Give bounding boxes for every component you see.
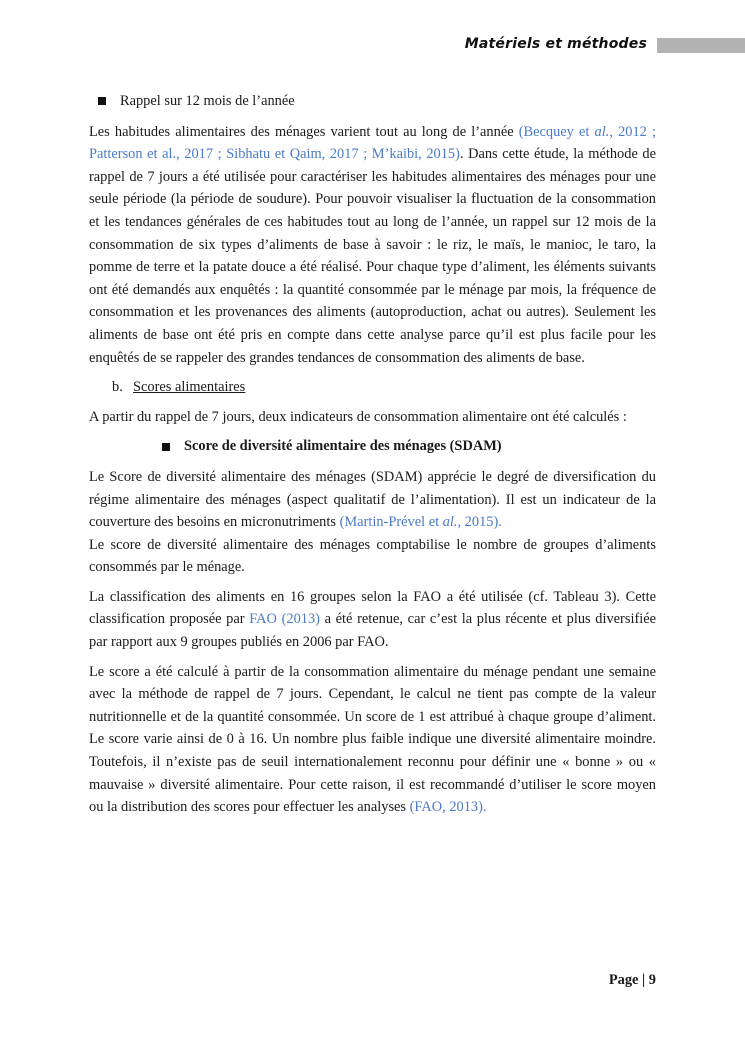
section-number: b. bbox=[112, 379, 123, 396]
running-header-title: Matériels et méthodes bbox=[464, 36, 647, 52]
bullet-recall bbox=[89, 90, 656, 113]
paragraph-sdam-definition bbox=[89, 466, 656, 534]
paragraph-text: a été retenue, car c’est la plus récente et plus diversifiée par rapport aux 9 groupes publiés en 2006 par FAO. bbox=[89, 611, 657, 651]
bullet-recall-text: Rappel sur 12 mois de l’année bbox=[120, 93, 295, 109]
bullet-sdam-text: Score de diversité alimentaire des ménages (SDAM) bbox=[184, 438, 502, 455]
page-body bbox=[89, 90, 656, 826]
citation-text: (Becquey et bbox=[518, 123, 595, 140]
square-bullet-icon bbox=[162, 443, 170, 451]
paragraph-sdam-count: Le score de diversité alimentaire des ménages comptabilise le nombre de groupes d’aliments consommés par le ménage. bbox=[89, 536, 656, 576]
section-heading-scores bbox=[89, 376, 656, 399]
paragraph-intro: A partir du rappel de 7 jours, deux indicateurs de consommation alimentaire ont été calculés : bbox=[89, 408, 627, 425]
paragraph-text: Le Score de diversité alimentaire des ménages (SDAM) apprécie le degré de diversification du régime alimentaire des ménages (aspect qualitatif de l’alimentation). Il est un indicateur de la couverture des besoins en micronutriments bbox=[89, 468, 656, 531]
header-bar-decoration bbox=[657, 38, 745, 53]
citation-link[interactable]: FAO (2013) bbox=[249, 611, 320, 628]
citation-etal: al. bbox=[442, 514, 458, 531]
bullet-sdam bbox=[89, 435, 656, 458]
paragraph-score-calculation bbox=[89, 661, 656, 819]
paragraph-classification bbox=[89, 586, 656, 654]
paragraph-text: . Dans cette étude, la méthode de rappel de 7 jours a été utilisée pour caractériser les habitudes alimentaires des ménages pour une seule période (la période de soudure). Pour pouvoir visualiser la fluctuation de la consommation et les tendances générales de ces habitudes tout au long de l’année, un rappel sur 12 mois de la consommation de six types d’aliments de base à savoir : le riz, le maïs, le manioc, le taro, la pomme de terre et la patate douce a été réalisé. Pour chaque type d’aliment, les éléments suivants ont été demandés aux enquêtés : la quantité consommée par le ménage par mois, la fréquence de consommation et les provenances des aliments (autoproduction, achat ou autres). Seulement les aliments de base ont été pris en compte dans cette analyse parce qu’il est plus facile pour les enquêtés de se rappeler des grandes tendances de consommation des aliments de base. bbox=[89, 146, 656, 366]
citation-text: (Martin-Prével et bbox=[339, 514, 443, 531]
citation-text: , 2012 ; Patterson et al., 2017 ; Sibhatu et Qaim, 2017 ; M’kaibi, 2015) bbox=[89, 123, 656, 163]
citation-etal: al. bbox=[594, 123, 610, 140]
citation-link[interactable] bbox=[340, 514, 502, 530]
section-title: Scores alimentaires bbox=[133, 379, 246, 396]
paragraph-text: Les habitudes alimentaires des ménages varient tout au long de l’année bbox=[89, 123, 519, 140]
square-bullet-icon bbox=[98, 97, 106, 105]
paragraph-text: Le score a été calculé à partir de la consommation alimentaire du ménage pendant une semaine avec la méthode de rappel de 7 jours. Cependant, le calcul ne tient pas compte de la valeur nutritionnelle et de la quantité consommée. Un score de 1 est attribué à chaque groupe d’aliment. Le score varie ainsi de 0 à 16. Un nombre plus faible indique une diversité alimentaire moindre. Toutefois, il n’existe pas de seuil internationalement reconnu pour définir une « bonne » ou « mauvaise » diversité alimentaire. Pour cette raison, il est recommandé d’utiliser le score moyen ou la distribution des scores pour effectuer les analyses bbox=[89, 663, 656, 816]
paragraph-eating-habits bbox=[89, 121, 656, 370]
citation-text: , 2015). bbox=[457, 514, 502, 531]
citation-link[interactable]: (FAO, 2013). bbox=[409, 799, 487, 816]
page-number: Page | 9 bbox=[608, 972, 656, 988]
paragraph-text: La classification des aliments en 16 groupes selon la FAO a été utilisée (cf. Tableau 3). Cette classification proposée par bbox=[89, 588, 656, 628]
